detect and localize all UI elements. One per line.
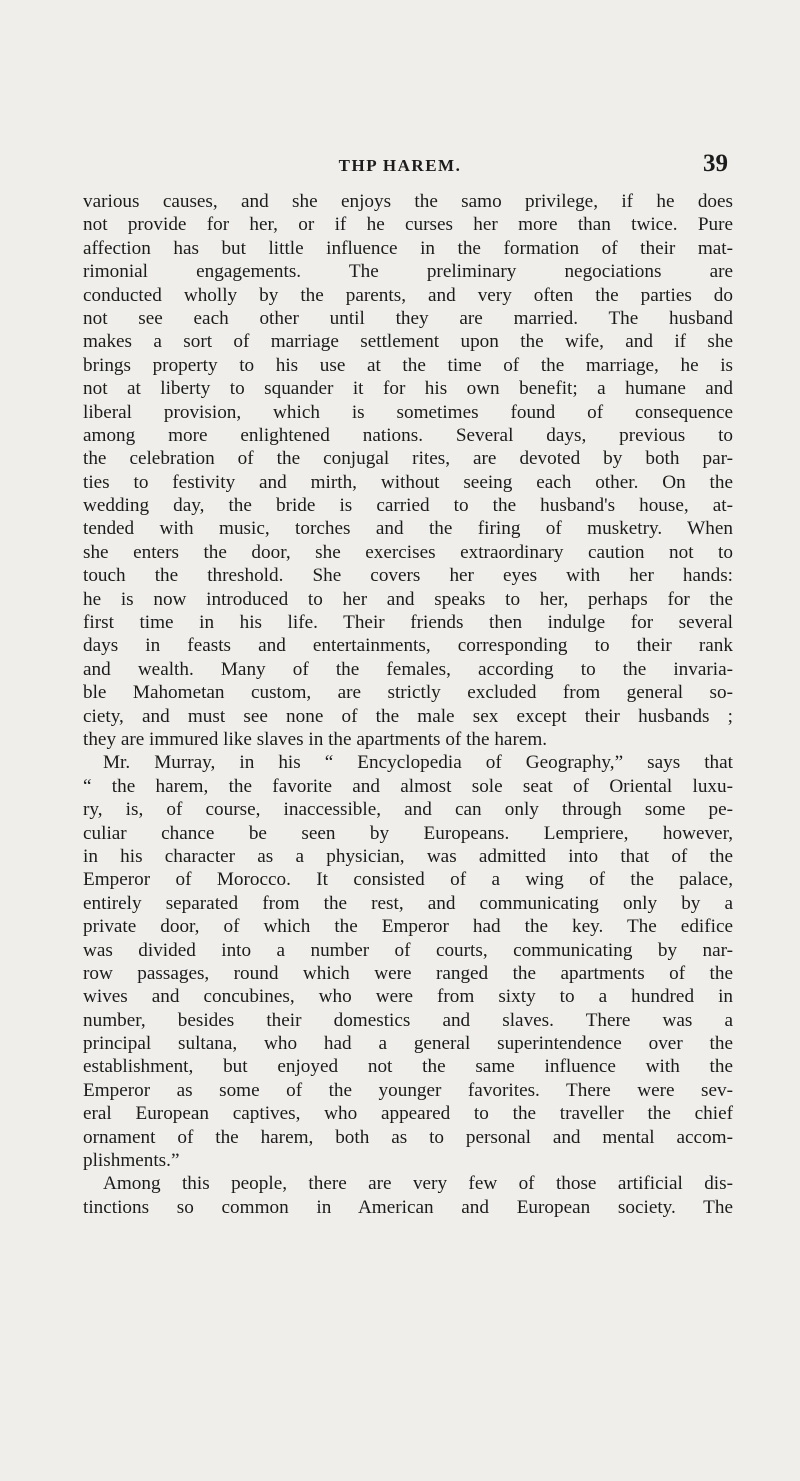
text-line: tinctions so common in American and European society. The <box>83 1196 733 1218</box>
text-line: the celebration of the conjugal rites, are devoted by both par- <box>83 448 733 470</box>
body-text <box>83 190 733 1219</box>
text-line: first time in his life. Their friends then indulge for several <box>83 612 733 634</box>
text-line: among more enlightened nations. Several days, previous to <box>83 424 733 446</box>
text-line: ornament of the harem, both as to personal and mental accom- <box>83 1126 733 1148</box>
text-line: Emperor as some of the younger favorites. There were sev- <box>83 1079 733 1101</box>
text-line: affection has but little influence in the formation of their mat- <box>83 237 733 259</box>
text-line: number, besides their domestics and slaves. There was a <box>83 1009 733 1031</box>
text-line: touch the threshold. She covers her eyes with her hands: <box>83 565 733 587</box>
text-line: tended with music, torches and the firing of musketry. When <box>83 518 733 540</box>
text-line: wives and concubines, who were from sixty to a hundred in <box>83 986 733 1008</box>
text-line: not see each other until they are married. The husband <box>83 307 733 329</box>
text-line: makes a sort of marriage settlement upon the wife, and if she <box>83 331 733 353</box>
text-line: establishment, but enjoyed not the same influence with the <box>83 1056 733 1078</box>
text-line: “ the harem, the favorite and almost sole seat of Oriental luxu- <box>83 775 733 797</box>
text-line: liberal provision, which is sometimes found of consequence <box>83 401 733 423</box>
text-line: eral European captives, who appeared to the traveller the chief <box>83 1103 733 1125</box>
text-line: and wealth. Many of the females, according to the invaria- <box>83 658 733 680</box>
text-line: he is now introduced to her and speaks to her, perhaps for the <box>83 588 733 610</box>
text-line: not provide for her, or if he curses her more than twice. Pure <box>83 214 733 236</box>
text-line: entirely separated from the rest, and communicating only by a <box>83 892 733 914</box>
text-line: Among this people, there are very few of those artificial dis- <box>103 1173 733 1195</box>
text-line: ties to festivity and mirth, without seeing each other. On the <box>83 471 733 493</box>
text-line: was divided into a number of courts, communicating by nar- <box>83 939 733 961</box>
running-title: THP HAREM. <box>338 156 462 175</box>
text-line: plishments.” <box>83 1150 180 1172</box>
text-line: she enters the door, she exercises extraordinary caution not to <box>83 541 733 563</box>
text-line: ciety, and must see none of the male sex except their husbands ; <box>83 705 733 727</box>
text-line: days in feasts and entertainments, corresponding to their rank <box>83 635 733 657</box>
text-line: row passages, round which were ranged the apartments of the <box>83 962 733 984</box>
text-line: private door, of which the Emperor had the key. The edifice <box>83 916 733 938</box>
text-line: wedding day, the bride is carried to the husband's house, at- <box>83 495 733 517</box>
text-line: brings property to his use at the time of the marriage, he is <box>83 354 733 376</box>
text-line: ble Mahometan custom, are strictly excluded from general so- <box>83 682 733 704</box>
text-line: not at liberty to squander it for his own benefit; a humane and <box>83 378 733 400</box>
running-head <box>0 150 800 178</box>
text-line: principal sultana, who had a general superintendence over the <box>83 1033 733 1055</box>
text-line: Emperor of Morocco. It consisted of a wing of the palace, <box>83 869 733 891</box>
text-line: rimonial engagements. The preliminary negociations are <box>83 261 733 283</box>
page-number: 39 <box>703 150 728 177</box>
text-line: they are immured like slaves in the apartments of the harem. <box>83 728 548 750</box>
text-line: conducted wholly by the parents, and very often the parties do <box>83 284 733 306</box>
text-line: culiar chance be seen by Europeans. Lempriere, however, <box>83 822 733 844</box>
text-line: various causes, and she enjoys the samo privilege, if he does <box>83 191 733 212</box>
text-line: ry, is, of course, inaccessible, and can only through some pe- <box>83 799 733 821</box>
text-line: Mr. Murray, in his “ Encyclopedia of Geography,” says that <box>103 752 733 774</box>
text-line: in his character as a physician, was admitted into that of the <box>83 845 733 867</box>
